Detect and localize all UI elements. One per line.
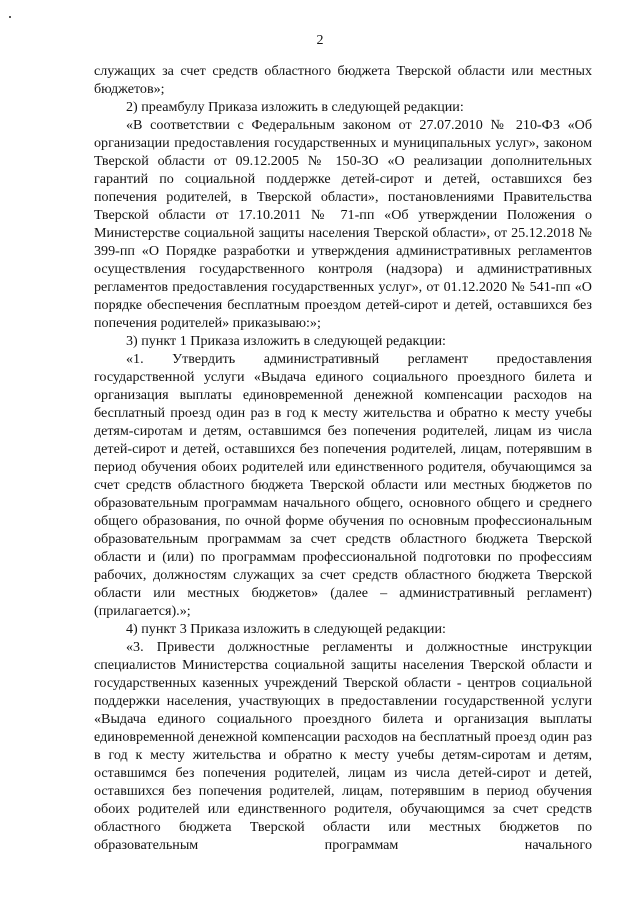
paragraph-item-4: 4) пункт 3 Приказа изложить в следующей редакции: bbox=[126, 621, 446, 637]
paragraph-clause-1: «1. Утвердить административный регламент предоставления государственной услуги «Выдача единого социального проездного билета и организация выплаты единовременной денежной компенсации расходов на бесплатный проезд один раз в год к месту жительства и обратно к месту учебы детям-сиротам и детям, оставшимся без попечения родителей, лицам из числа детей-сирот и детей, оставшихся без попечения родителей, лицам, потерявшим в период обучения обоих родителей или единственного родителя, обучающимся за счет средств областного бюджета Тверской области или местных бюджетов по образовательным программам начального общего, основного общего и среднего общего образования, по очной форме обучения по основным профессиональным образовательным программам за счет средств областного бюджета Тверской области и (или) по программам профессиональной подготовки по профессиям рабочих, должностям служащих за счет средств областного бюджета Тверской области или местных бюджетов» (далее – административный регламент) (прилагается).»; bbox=[94, 351, 592, 619]
paragraph-continuation: служащих за счет средств областного бюджета Тверской области или местных бюджетов»; bbox=[94, 63, 592, 97]
paragraph-item-3: 3) пункт 1 Приказа изложить в следующей редакции: bbox=[126, 333, 446, 349]
paragraph-item-2: 2) преамбулу Приказа изложить в следующей редакции: bbox=[126, 99, 464, 115]
paragraph-preamble: «В соответствии с Федеральным законом от 27.07.2010 № 210-ФЗ «Об организации предоставления государственных и муниципальных услуг», законом Тверской области от 09.12.2005 № 150-ЗО «О реализации дополнительных гарантий по социальной поддержке детей-сирот и детей, оставшихся без попечения родителей, в Тверской области», постановлениями Правительства Тверской области от 17.10.2011 № 71-пп «Об утверждении Положения о Министерстве социальной защиты населения Тверской области», от 25.12.2018 № 399-пп «О Порядке разработки и утверждения административных регламентов осуществления государственного контроля (надзора) и административных регламентов предоставления государственных услуг», от 01.12.2020 № 541-пп «О порядке обеспечения бесплатным проездом детей-сирот и детей, оставшихся без попечения родителей» приказываю:»; bbox=[94, 117, 592, 331]
scan-speck bbox=[9, 16, 11, 18]
paragraph-clause-3: «3. Привести должностные регламенты и должностные инструкции специалистов Министерства социальной защиты населения Тверской области и государственных казенных учреждений Тверской области - центров социальной поддержки населения, участвующих в предоставлении государственной услуги «Выдача единого социального проездного билета и организация выплаты единовременной денежной компенсации расходов на бесплатный проезд один раз в год к месту жительства и обратно к месту учебы детям-сиротам и детям, оставшимся без попечения родителей, лицам из числа детей-сирот и детей, оставшихся без попечения родителей, лицам, потерявшим в период обучения обоих родителей или единственного родителя, обучающимся за счет средств областного бюджета Тверской области или местных бюджетов по образовательным программам начального bbox=[94, 639, 592, 853]
page-number: 2 bbox=[316, 33, 324, 48]
document-body bbox=[94, 62, 592, 854]
